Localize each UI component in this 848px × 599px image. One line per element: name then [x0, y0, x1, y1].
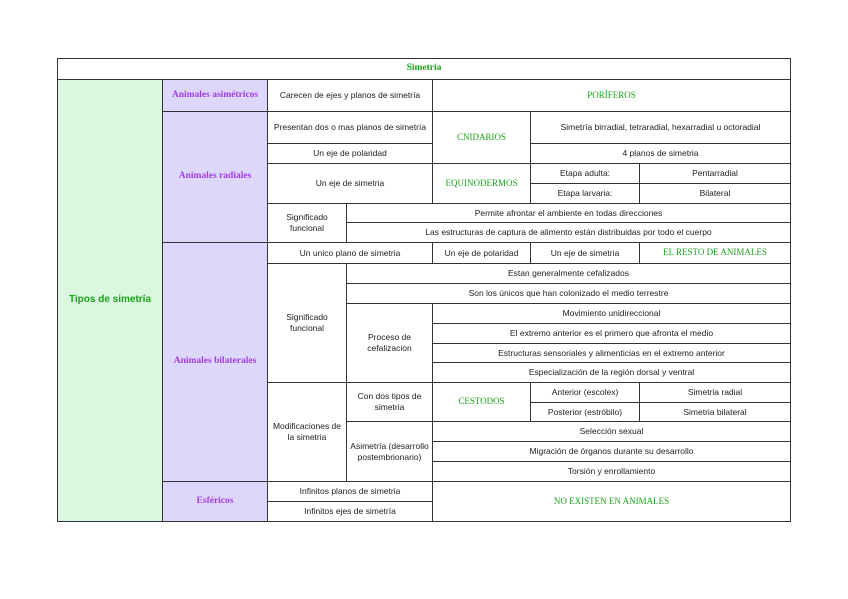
resto-animales-group: EL RESTO DE ANIMALES	[640, 243, 791, 264]
asimetria-2: Migración de órganos durante su desarrollo	[433, 442, 791, 462]
asimetricos-desc: Carecen de ejes y planos de simetría	[268, 80, 433, 112]
etapa-adulta-value: Pentarradial	[640, 164, 791, 184]
proceso-4: Especialización de la región dorsal y ventral	[433, 363, 791, 383]
radiales-eje: Un eje de simetria	[268, 164, 433, 204]
cnidarios-simetria: Simetría birradial, tetraradial, hexarradial u octoradial	[531, 112, 791, 144]
tipos-simetria-cell: Tipos de simetría	[58, 80, 163, 522]
bilaterales-plano: Un unico plano de simetria	[268, 243, 433, 264]
modificaciones-simetria: Modificaciones de la simetria	[268, 383, 347, 482]
etapa-larvaria: Etapa larvaria:	[531, 184, 640, 204]
proceso-3: Estructuras sensoriales y alimenticias en el extremo anterior	[433, 344, 791, 363]
anterior-escolex: Anterior (escolex)	[531, 383, 640, 403]
no-existen-group: NO EXISTEN EN ANIMALES	[433, 482, 791, 522]
asimetria-1: Selección sexual	[433, 422, 791, 442]
radiales-label: Animales radiales	[163, 112, 268, 243]
posterior-estrobilo: Posterior (estróbilo)	[531, 403, 640, 422]
cnidarios-planos: 4 planos de simetria	[531, 144, 791, 164]
proceso-2: El extremo anterior es el primero que afronta el medio	[433, 324, 791, 344]
proceso-1: Movimiento unidireccional	[433, 304, 791, 324]
cestodos-group: CESTODOS	[433, 383, 531, 422]
bilaterales-sig-2: Son los únicos que han colonizado el medio terrestre	[347, 284, 791, 304]
bilaterales-significado: Significado funcional	[268, 264, 347, 383]
etapa-adulta: Etapa adulta:	[531, 164, 640, 184]
posterior-value: Simetria bilateral	[640, 403, 791, 422]
radiales-planos: Presentan dos o mas planos de simetría	[268, 112, 433, 144]
asimetricos-label: Animales asimétricos	[163, 80, 268, 112]
radiales-polaridad: Un eje de polaridad	[268, 144, 433, 164]
radiales-significado: Significado funcional	[268, 204, 347, 243]
esfericos-planos: Infinitos planos de simetria	[268, 482, 433, 502]
etapa-larvaria-value: Bilateral	[640, 184, 791, 204]
cnidarios-group: CNIDARIOS	[433, 112, 531, 164]
radiales-sig-2: Las estructuras de captura de alimento están distribuidas por todo el cuerpo	[347, 223, 791, 243]
radiales-sig-1: Permite afrontar el ambiente en todas direcciones	[347, 204, 791, 223]
anterior-value: Simetria radial	[640, 383, 791, 403]
dos-tipos-simetria: Con dos tipos de simetria	[347, 383, 433, 422]
esfericos-label: Esféricos	[163, 482, 268, 522]
bilaterales-eje: Un eje de simetria	[531, 243, 640, 264]
equinodermos-group: EQUINODERMOS	[433, 164, 531, 204]
poriferos-group: PORÍFEROS	[433, 80, 791, 112]
proceso-cefalizacion: Proceso de cefalizacion	[347, 304, 433, 383]
bilaterales-polaridad: Un eje de polaridad	[433, 243, 531, 264]
asimetria-desarrollo: Asimetría (desarrollo postembrionario)	[347, 422, 433, 482]
table-title: Simetria	[58, 59, 791, 80]
asimetria-3: Torsión y enrollamiento	[433, 462, 791, 482]
bilaterales-sig-1: Estan generalmente cefalizados	[347, 264, 791, 284]
bilaterales-label: Animales bilaterales	[163, 243, 268, 482]
esfericos-ejes: Infinitos ejes de simetría	[268, 502, 433, 522]
